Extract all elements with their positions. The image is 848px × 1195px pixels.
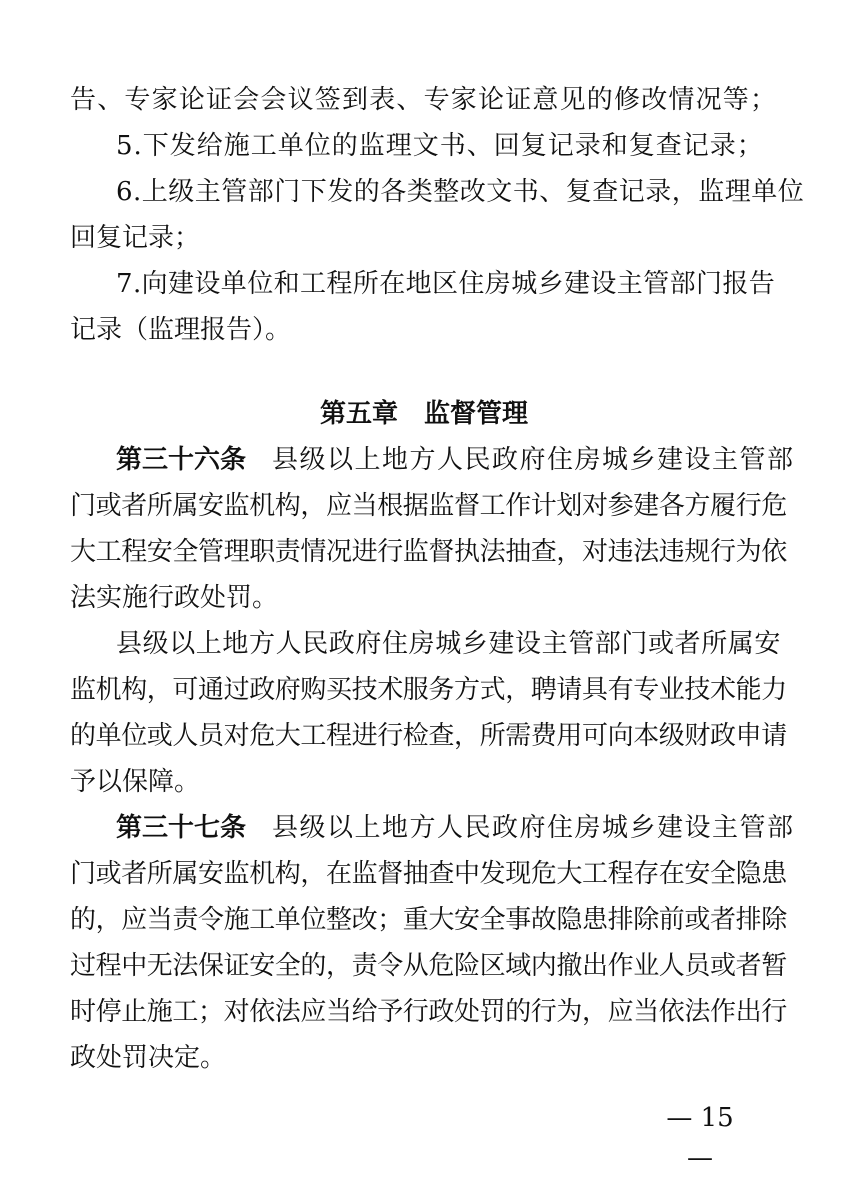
text-line (0, 622, 848, 666)
paragraph-text: 告、专家论证会会议签到表、专家论证意见的修改情况等； (70, 85, 778, 115)
paragraph-text: 的单位或人员对危大工程进行检查，所需费用可向本级财政申请 (70, 721, 787, 751)
paragraph-text: 监机构，可通过政府购买技术服务方式，聘请具有专业技术能力 (70, 675, 787, 705)
text-line (0, 484, 848, 528)
page-number: — 15 — (666, 1103, 734, 1173)
paragraph-text: 门或者所属安监机构，应当根据监督工作计划对参建各方履行危 (70, 491, 787, 521)
paragraph-text: 回复记录； (70, 223, 201, 253)
paragraph-text: 6.上级主管部门下发的各类整改文书、复查记录，监理单位 (116, 177, 805, 207)
text-line (0, 760, 848, 804)
text-line (0, 576, 848, 620)
paragraph-text: 7.向建设单位和工程所在地区住房城乡建设主管部门报告 (116, 269, 776, 299)
text-line (0, 944, 848, 988)
paragraph-text: 门或者所属安监机构，在监督抽查中发现危大工程存在安全隐患 (70, 859, 787, 889)
text-line (0, 990, 848, 1034)
text-line (0, 1036, 848, 1080)
paragraph-text: 大工程安全管理职责情况进行监督执法抽查，对违法违规行为依 (70, 537, 787, 567)
paragraph-text: 5.下发给施工单位的监理文书、回复记录和复查记录； (116, 131, 764, 161)
paragraph-text: 县级以上地方人民政府住房城乡建设主管部 (272, 813, 795, 843)
text-line (0, 898, 848, 942)
text-line (0, 170, 848, 214)
chapter-heading: 第五章 监督管理 (319, 399, 528, 429)
paragraph-text: 予以保障。 (70, 767, 201, 797)
paragraph-text: 过程中无法保证安全的，责令从危险区域内撤出作业人员或者暂 (70, 951, 787, 981)
text-line (0, 438, 848, 482)
paragraph-text: 政处罚决定。 (70, 1043, 227, 1073)
text-line (0, 668, 848, 712)
text-line (0, 806, 848, 850)
paragraph-text: 县级以上地方人民政府住房城乡建设主管部门或者所属安 (116, 629, 782, 659)
paragraph-text: 的，应当责令施工单位整改；重大安全事故隐患排除前或者排除 (70, 905, 787, 935)
paragraph-text: 县级以上地方人民政府住房城乡建设主管部 (272, 445, 795, 475)
text-line (0, 714, 848, 758)
text-line (0, 262, 848, 306)
text-line (0, 78, 848, 122)
paragraph-text: 时停止施工；对依法应当给予行政处罚的行为，应当依法作出行 (70, 997, 787, 1027)
text-line (0, 124, 848, 168)
text-line (0, 852, 848, 896)
text-line (0, 308, 848, 352)
paragraph-text: 记录（监理报告）。 (70, 315, 292, 345)
article-number: 第三十六条 (116, 445, 247, 475)
paragraph-text: 法实施行政处罚。 (70, 583, 279, 613)
text-line (0, 530, 848, 574)
article-number: 第三十七条 (116, 813, 247, 843)
text-line (0, 216, 848, 260)
